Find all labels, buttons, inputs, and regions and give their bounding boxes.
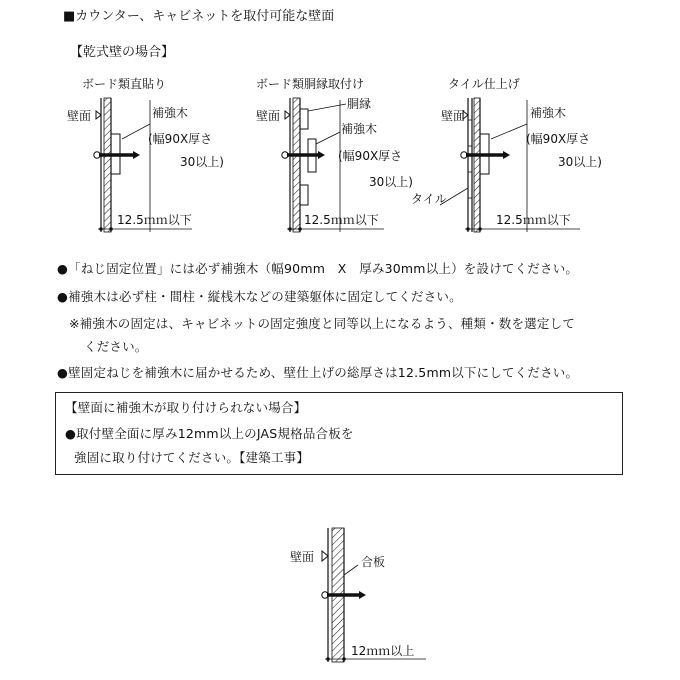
plywood-wall-label: 壁面: [290, 550, 315, 564]
figure-1-wall-label: 壁面: [67, 109, 92, 123]
figure-3-caption: タイル仕上げ: [448, 77, 520, 91]
figure-2-dimension: 12.5ｍｍ以下: [304, 213, 379, 227]
figure-3-callout-2: (幅90X厚さ: [526, 132, 591, 146]
figure-1-drawing: [94, 98, 192, 232]
figure-3-drawing: [440, 98, 580, 232]
figure-3-wall-label: 壁面: [441, 109, 466, 123]
figure-1-callout-2: (幅90X厚さ: [148, 132, 213, 146]
dry-wall-heading: 【乾式壁の場合】: [70, 45, 175, 60]
note-wall-thickness: ●壁固定ねじを補強木に届かせるため、壁仕上げの総厚さは12.5mm以下にしてください。: [57, 365, 579, 380]
note-fixing-strength-cont: ください。: [84, 339, 148, 354]
plywood-dimension: 12ｍｍ以上: [351, 644, 415, 658]
figure-3-dimension: 12.5ｍｍ以下: [496, 213, 571, 227]
figure-1-callout-3: 30以上): [180, 155, 224, 169]
note-reinforcement-fixing: ●補強木は必ず柱・間柱・縦桟木などの建築躯体に固定してください。: [57, 289, 462, 304]
figure-2-drawing: [282, 98, 384, 232]
figure-3-callout-1: 補強木: [530, 106, 567, 120]
figure-2-callout-1: 補強木: [341, 122, 378, 136]
box-line-2: 強固に取り付けてください。【建築工事】: [74, 450, 310, 465]
plywood-panel-label: 合板: [361, 555, 386, 569]
figure-2-caption: ボード類胴縁取付け: [256, 77, 365, 91]
box-heading: 【壁面に補強木が取り付けられない場合】: [65, 400, 307, 415]
figure-1-dimension: 12.5ｍｍ以下: [117, 213, 192, 227]
figure-2-callout-2: (幅90X厚さ: [338, 149, 403, 163]
page-title: ■カウンター、キャビネットを取付可能な壁面: [63, 9, 335, 24]
figure-2-wall-label: 壁面: [256, 109, 281, 123]
figure-2-callout-3: 30以上): [369, 175, 413, 189]
figure-1-caption: ボード類直貼り: [82, 77, 167, 91]
figure-1-callout-1: 補強木: [152, 106, 189, 120]
box-line-1: ●取付壁全面に厚み12mm以上のJAS規格品合板を: [65, 426, 354, 441]
note-screw-position: ●「ねじ固定位置」には必ず補強木（幅90mm X 厚み30mm以上）を設けてください。: [57, 261, 579, 276]
note-fixing-strength: ※補強木の固定は、キャビネットの固定強度と同等以上になるよう、種類・数を選定して: [69, 316, 575, 331]
plywood-drawing: [322, 528, 426, 662]
figure-3-callout-3: 30以上): [558, 155, 602, 169]
figure-2-furring-label: 胴縁: [347, 97, 372, 111]
figure-3-tile-label: タイル: [411, 192, 447, 206]
